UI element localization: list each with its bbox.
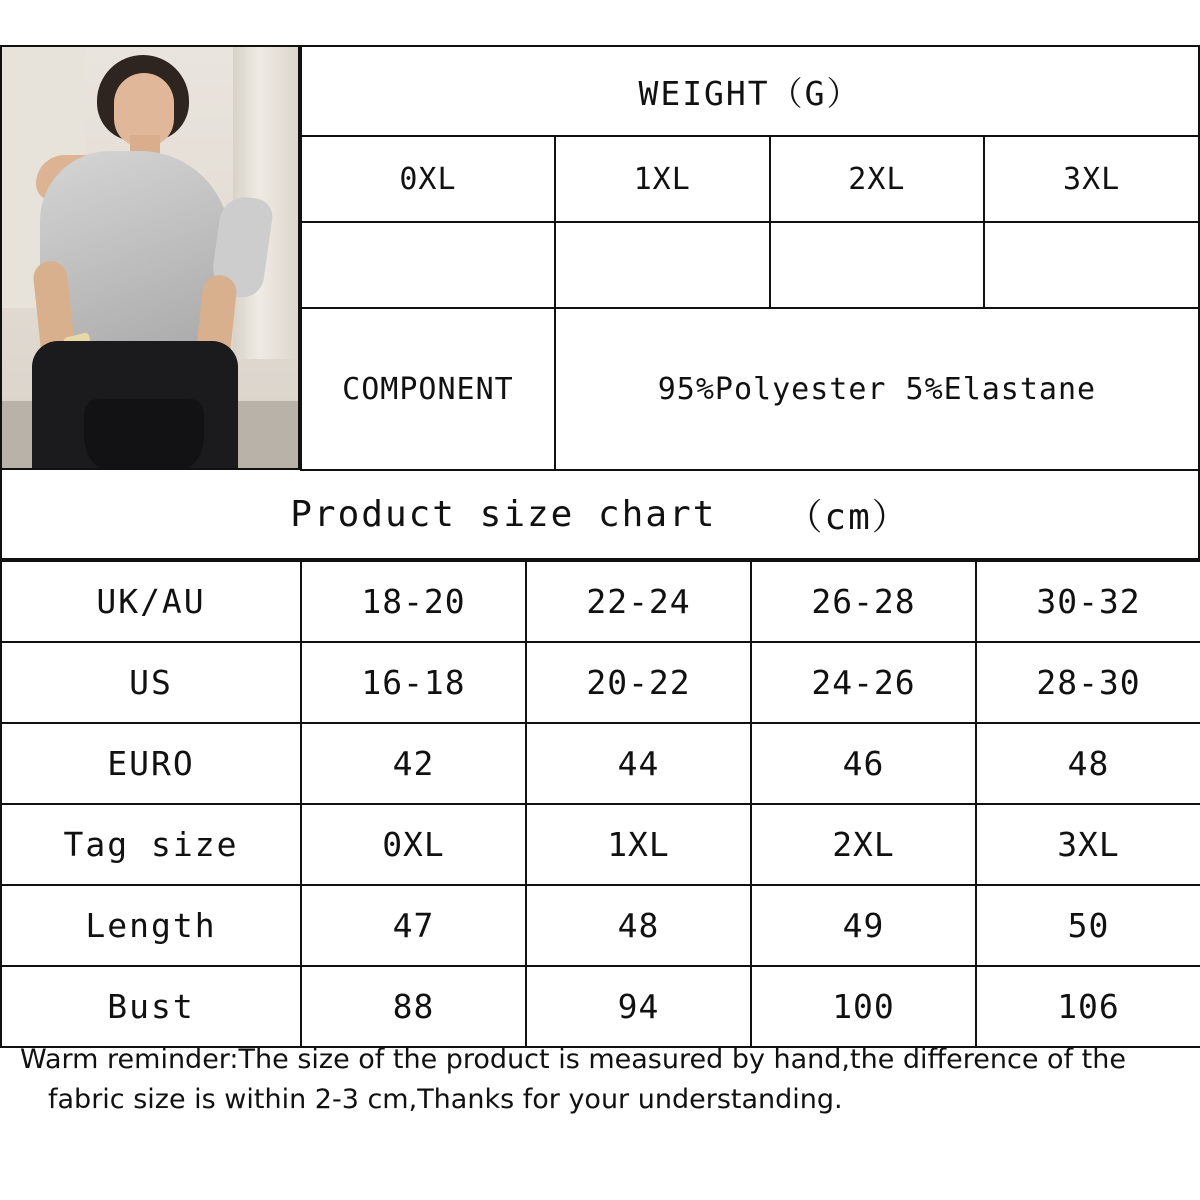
weight-table (300, 45, 1200, 471)
row-label-tag-size: Tag size (1, 804, 301, 885)
cell-euro-0xl: 42 (301, 723, 526, 804)
weight-header-row (301, 46, 1199, 136)
photo-model-handbag (84, 399, 204, 470)
cell-ukau-3xl: 30-32 (976, 561, 1200, 642)
chart-unit: （cm） (786, 496, 910, 538)
table-row (1, 642, 1200, 723)
cell-length-0xl: 47 (301, 885, 526, 966)
table-row (1, 723, 1200, 804)
cell-euro-3xl: 48 (976, 723, 1200, 804)
cell-euro-1xl: 44 (526, 723, 751, 804)
component-row (301, 308, 1199, 470)
cell-euro-2xl: 46 (751, 723, 976, 804)
weight-values-row (301, 222, 1199, 308)
cell-ukau-2xl: 26-28 (751, 561, 976, 642)
note-line-2: fabric size is within 2-3 cm,Thanks for your understanding. (48, 1084, 843, 1115)
cell-length-1xl: 48 (526, 885, 751, 966)
cell-ukau-0xl: 18-20 (301, 561, 526, 642)
cell-length-2xl: 49 (751, 885, 976, 966)
chart-title: Product size chart (290, 493, 717, 535)
product-photo (0, 45, 300, 470)
cell-tag-0xl: 0XL (301, 804, 526, 885)
size-chart-table (0, 560, 1200, 1048)
component-value: 95%Polyester 5%Elastane (555, 308, 1199, 470)
chart-title-row (0, 470, 1200, 560)
cell-length-3xl: 50 (976, 885, 1200, 966)
weight-size-0xl: 0XL (301, 136, 555, 222)
cell-us-1xl: 20-22 (526, 642, 751, 723)
weight-size-row (301, 136, 1199, 222)
cell-bust-3xl: 106 (976, 966, 1200, 1047)
table-row (1, 885, 1200, 966)
cell-bust-0xl: 88 (301, 966, 526, 1047)
weight-value-0xl (301, 222, 555, 308)
weight-value-1xl (555, 222, 770, 308)
weight-size-1xl: 1XL (555, 136, 770, 222)
row-label-length: Length (1, 885, 301, 966)
cell-bust-2xl: 100 (751, 966, 976, 1047)
weight-value-2xl (770, 222, 985, 308)
cell-tag-2xl: 2XL (751, 804, 976, 885)
cell-ukau-1xl: 22-24 (526, 561, 751, 642)
table-row (1, 804, 1200, 885)
weight-header-cell: WEIGHT（G） (301, 46, 1199, 136)
row-label-ukau: UK/AU (1, 561, 301, 642)
cell-tag-3xl: 3XL (976, 804, 1200, 885)
weight-size-2xl: 2XL (770, 136, 985, 222)
note-line-1: Warm reminder:The size of the product is measured by hand,the difference of the (20, 1044, 1126, 1075)
top-section (0, 45, 1200, 470)
cell-tag-1xl: 1XL (526, 804, 751, 885)
weight-size-3xl: 3XL (984, 136, 1199, 222)
cell-us-0xl: 16-18 (301, 642, 526, 723)
cell-bust-1xl: 94 (526, 966, 751, 1047)
row-label-us: US (1, 642, 301, 723)
cell-us-2xl: 24-26 (751, 642, 976, 723)
weight-value-3xl (984, 222, 1199, 308)
cell-us-3xl: 28-30 (976, 642, 1200, 723)
row-label-bust: Bust (1, 966, 301, 1047)
table-row (1, 561, 1200, 642)
row-label-euro: EURO (1, 723, 301, 804)
component-label: COMPONENT (301, 308, 555, 470)
table-row (1, 966, 1200, 1047)
warm-reminder-note (20, 1040, 1180, 1120)
